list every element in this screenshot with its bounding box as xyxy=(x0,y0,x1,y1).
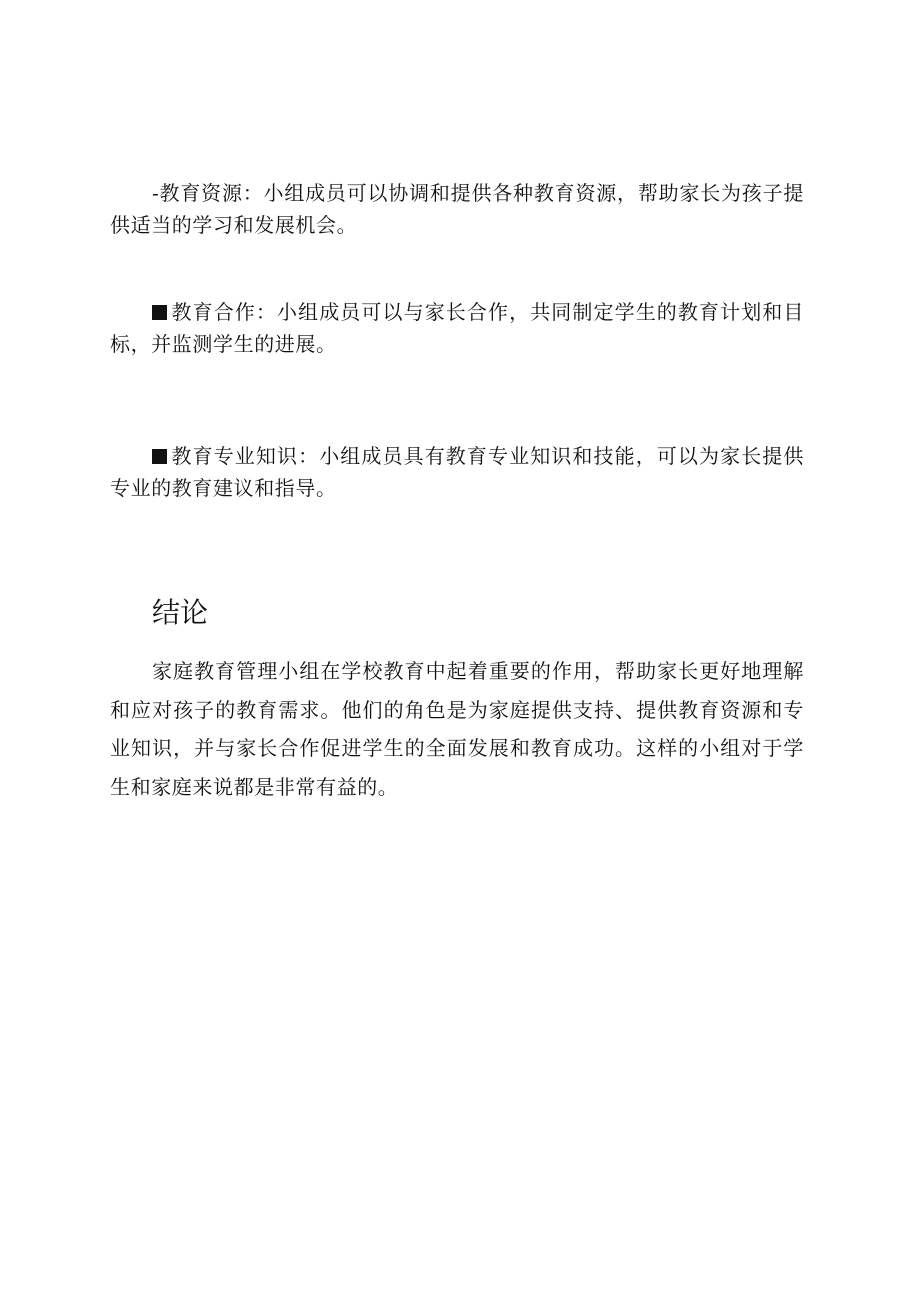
section-heading-conclusion: 结论 xyxy=(152,596,209,629)
paragraph-education-cooperation xyxy=(110,296,804,360)
paragraph-education-expertise xyxy=(110,440,804,504)
paragraph-text: 教育合作：小组成员可以与家长合作，共同制定学生的教育计划和目标，并监测学生的进展。 xyxy=(110,300,804,356)
square-bullet-icon xyxy=(152,305,167,320)
paragraph-education-resources xyxy=(110,177,804,241)
dash-marker: - xyxy=(152,181,160,205)
paragraph-text: 教育资源：小组成员可以协调和提供各种教育资源，帮助家长为孩子提供适当的学习和发展机会。 xyxy=(110,181,804,237)
square-bullet-icon xyxy=(152,449,167,464)
paragraph-conclusion: 家庭教育管理小组在学校教育中起着重要的作用，帮助家长更好地理解和应对孩子的教育需求。他们的角色是为家庭提供支持、提供教育资源和专业知识，并与家长合作促进学生的全面发展和教育成功。这样的小组对于学生和家庭来说都是非常有益的。 xyxy=(110,659,804,799)
paragraph-text: 教育专业知识：小组成员具有教育专业知识和技能，可以为家长提供专业的教育建议和指导。 xyxy=(110,444,804,500)
